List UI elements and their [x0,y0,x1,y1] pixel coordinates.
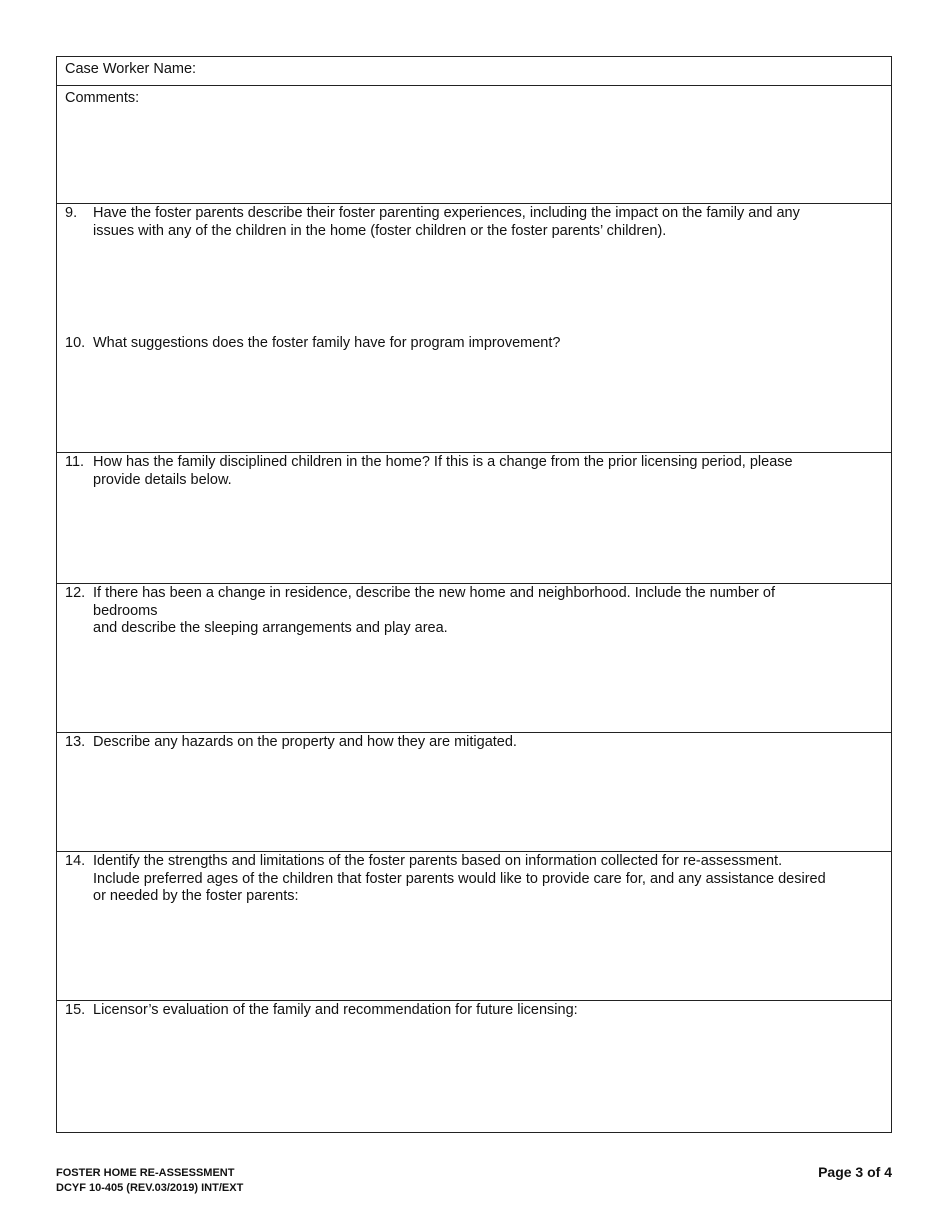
question-12 [65,585,881,638]
assessment-form [56,56,892,1133]
question-text-line: bedrooms [93,602,158,619]
question-15 [65,1002,881,1020]
comments-label: Comments: [65,90,140,106]
question-13-row[interactable] [57,733,891,852]
questions-9-10-row[interactable] [57,204,891,453]
question-text-line: provide details below. [93,471,232,488]
page-number: Page 3 of 4 [818,1164,892,1180]
form-title: FOSTER HOME RE-ASSESSMENT [56,1167,235,1179]
question-text-line: Include preferred ages of the children that foster parents would like to provide care for, and any assistance desired [93,870,826,887]
comments-row[interactable] [57,86,891,204]
question-text-line: Have the foster parents describe their foster parenting experiences, including the impact on the family and any [93,205,800,221]
question-9 [65,205,881,240]
question-number: 11. [65,454,85,470]
question-12-row[interactable] [57,584,891,733]
question-number: 9. [65,205,78,221]
question-13 [65,734,881,752]
question-text-line: How has the family disciplined children in the home? If this is a change from the prior licensing period, please [93,454,793,470]
footer-form-info [56,1166,243,1196]
question-text-line: issues with any of the children in the home (foster children or the foster parents’ children). [93,222,667,239]
question-number: 12. [65,585,86,601]
question-11-row[interactable] [57,453,891,584]
question-14-row[interactable] [57,852,891,1001]
question-text-line: What suggestions does the foster family have for program improvement? [93,335,561,351]
question-text-line: Describe any hazards on the property and how they are mitigated. [93,734,517,750]
form-id: DCYF 10-405 (REV.03/2019) INT/EXT [56,1182,244,1194]
question-text-line: Licensor’s evaluation of the family and recommendation for future licensing: [93,1002,578,1018]
question-number: 10. [65,335,86,351]
question-number: 13. [65,734,86,750]
question-number: 14. [65,853,86,869]
question-text-line: or needed by the foster parents: [93,888,299,904]
case-worker-row[interactable] [57,57,891,86]
question-15-row[interactable] [57,1001,891,1134]
question-10 [65,335,881,353]
question-text-line: If there has been a change in residence, describe the new home and neighborhood. Include the number of [93,585,775,601]
question-number: 15. [65,1002,86,1018]
case-worker-label: Case Worker Name: [65,61,197,77]
question-14 [65,853,881,906]
question-11 [65,454,881,489]
question-text-line: and describe the sleeping arrangements and play area. [93,620,448,636]
question-text-line: Identify the strengths and limitations of the foster parents based on information collected for re-assessment. [93,853,783,869]
